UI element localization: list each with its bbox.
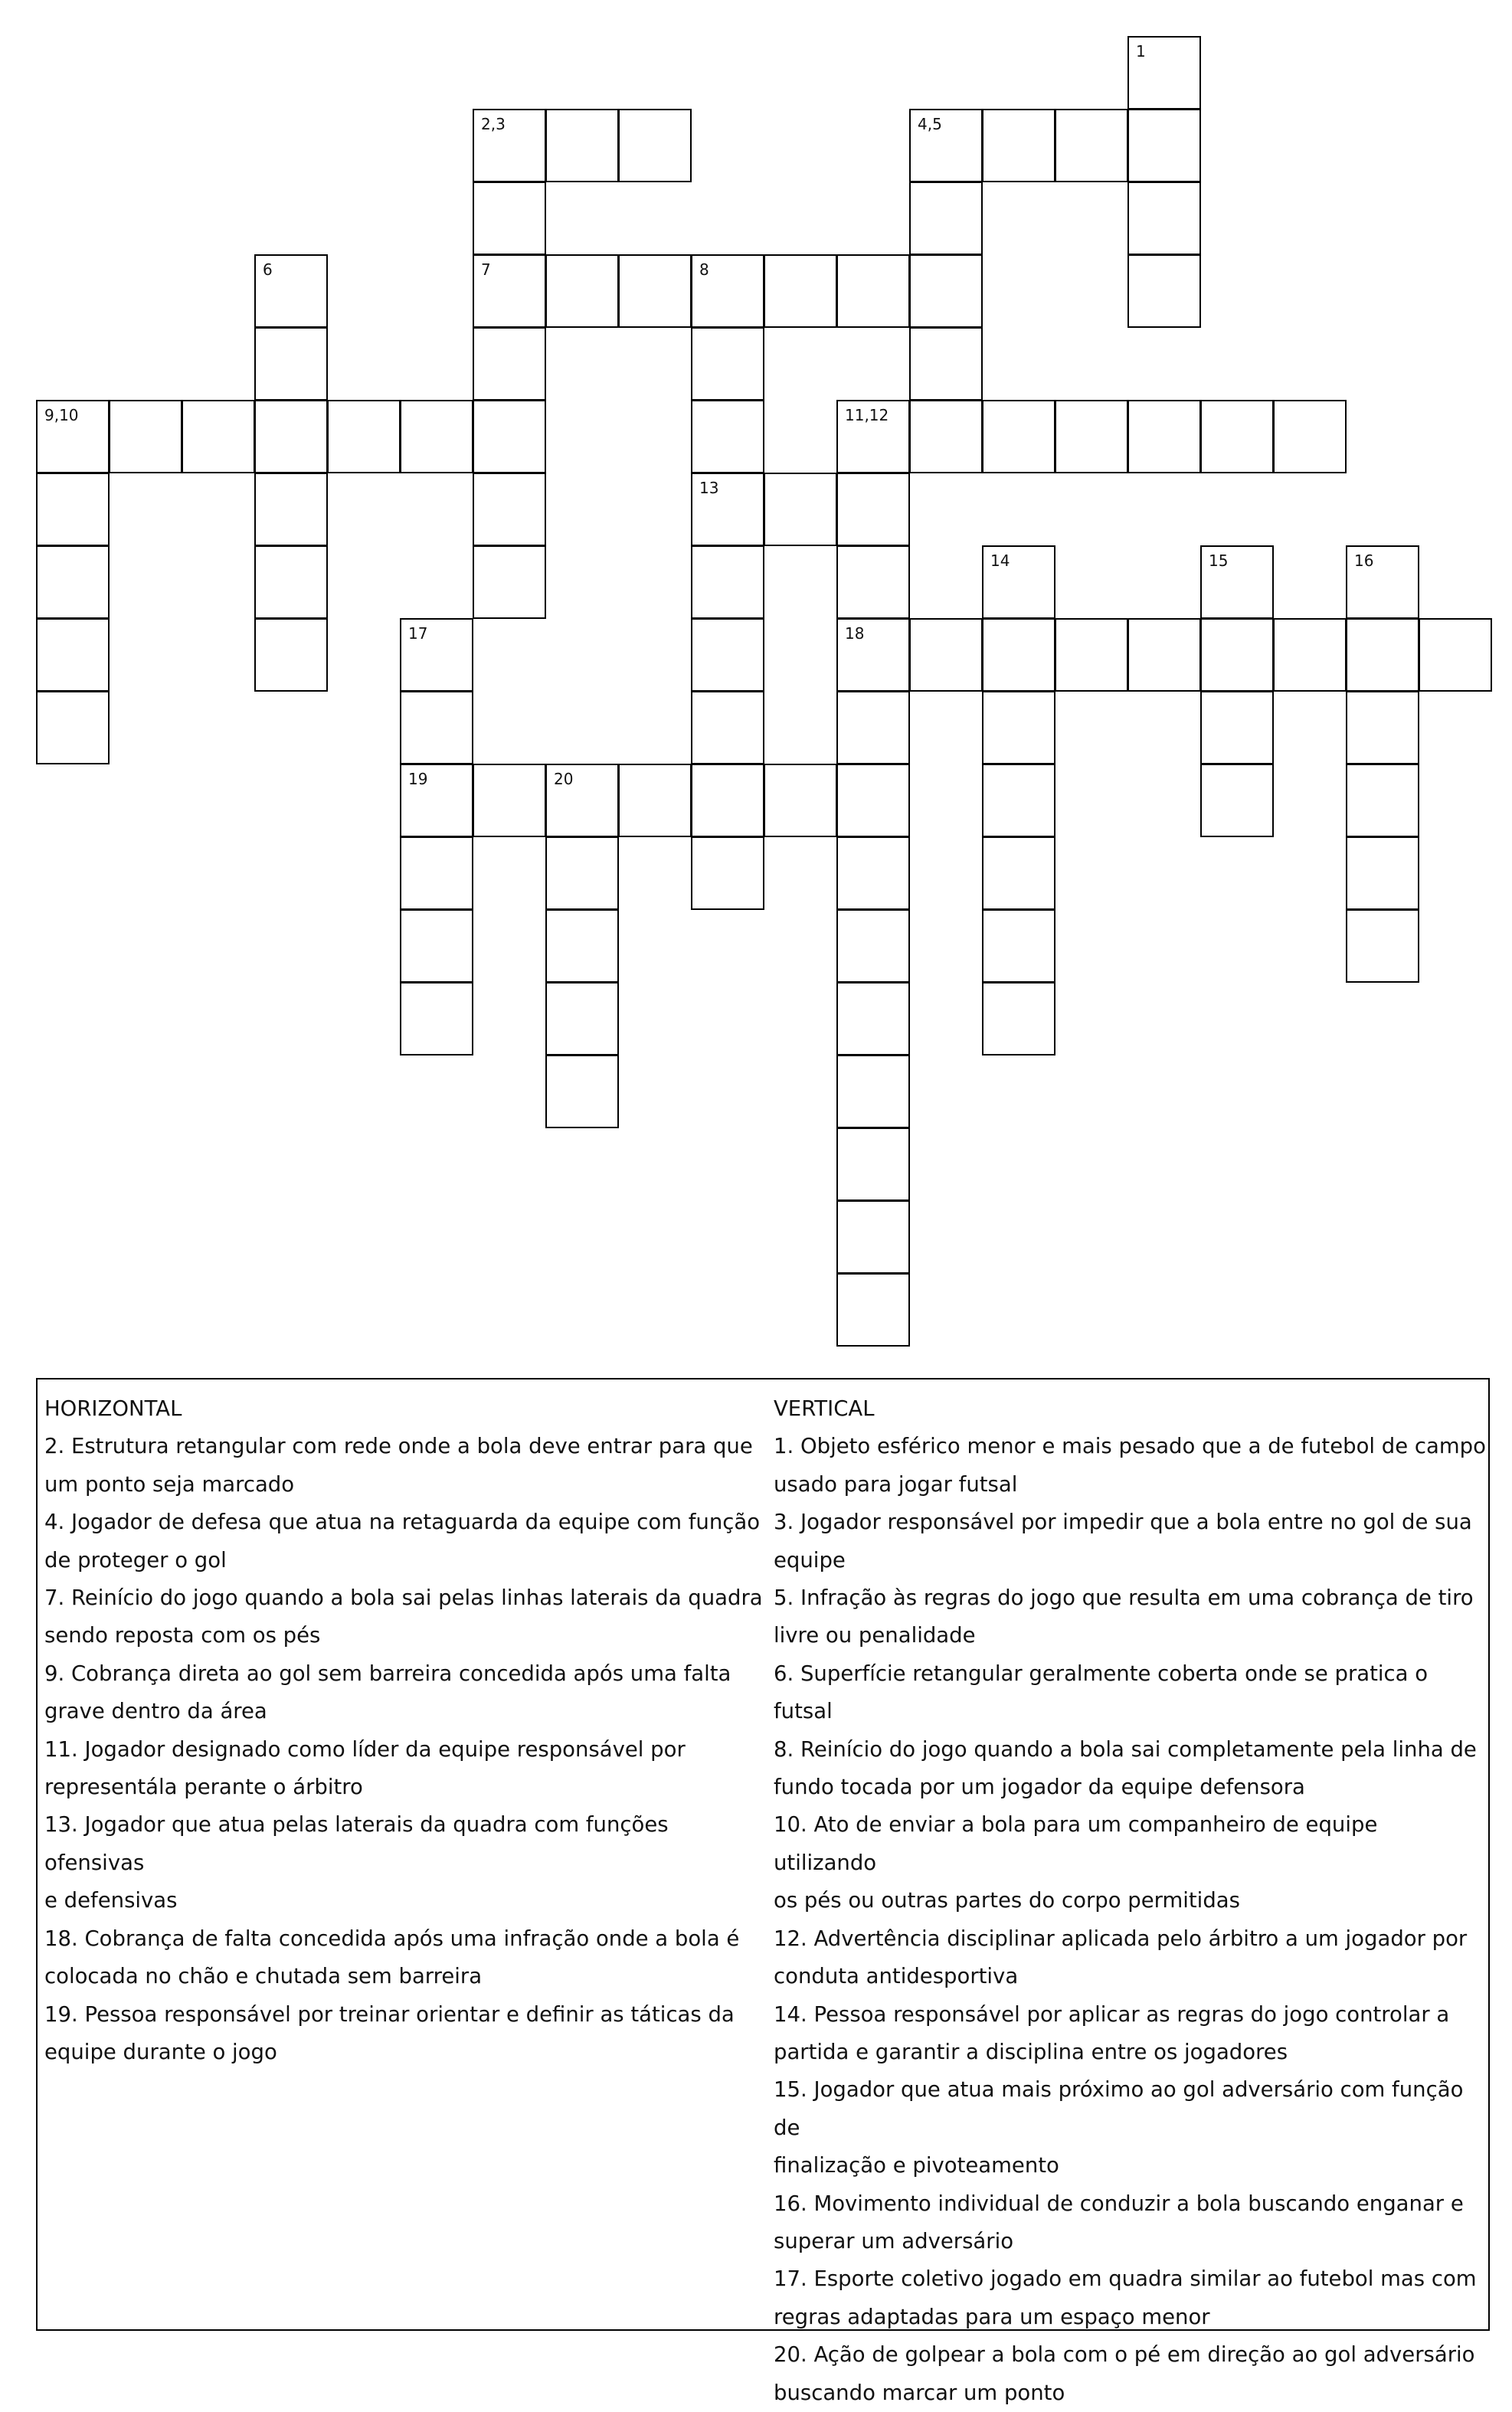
vertical-clue-line: 17. Esporte coletivo jogado em quadra similar ao futebol mas com xyxy=(774,2266,1477,2292)
vertical-clue-line: 14. Pessoa responsável por aplicar as regras do jogo controlar a xyxy=(774,2001,1450,2027)
grid-cell[interactable] xyxy=(982,909,1055,983)
grid-cell[interactable] xyxy=(545,1055,619,1128)
clue-number: 16 xyxy=(1354,551,1374,570)
vertical-clue-line: 8. Reinício do jogo quando a bola sai completamente pela linha de xyxy=(774,1736,1477,1762)
grid-cell[interactable] xyxy=(400,909,473,983)
grid-cell[interactable] xyxy=(254,400,328,473)
grid-cell[interactable] xyxy=(1346,618,1419,692)
grid-cell[interactable] xyxy=(982,836,1055,910)
grid-cell[interactable] xyxy=(36,691,110,764)
grid-cell[interactable] xyxy=(254,545,328,619)
grid-cell[interactable] xyxy=(909,182,983,255)
vertical-clue-line: 3. Jogador responsável por impedir que a bola entre no gol de sua xyxy=(774,1510,1472,1535)
vertical-heading: VERTICAL xyxy=(774,1396,875,1421)
grid-cell[interactable] xyxy=(909,618,983,692)
grid-cell[interactable] xyxy=(764,764,837,837)
grid-cell[interactable] xyxy=(909,327,983,401)
grid-cell[interactable] xyxy=(1127,109,1201,182)
grid-cell[interactable] xyxy=(1127,400,1201,473)
grid-cell[interactable] xyxy=(473,545,546,619)
grid-cell[interactable] xyxy=(1346,909,1419,983)
grid-cell[interactable] xyxy=(1346,545,1419,619)
clue-number: 7 xyxy=(481,260,491,279)
grid-cell[interactable] xyxy=(400,618,473,692)
grid-cell[interactable] xyxy=(545,836,619,910)
horizontal-clue-list xyxy=(44,1428,764,2071)
grid-cell[interactable] xyxy=(545,909,619,983)
grid-cell[interactable] xyxy=(545,254,619,328)
grid-cell[interactable] xyxy=(400,982,473,1055)
grid-cell[interactable] xyxy=(1346,836,1419,910)
vertical-clue-line: usado para jogar futsal xyxy=(774,1471,1018,1497)
vertical-clue-line: livre ou penalidade xyxy=(774,1623,976,1648)
grid-cell[interactable] xyxy=(982,109,1055,182)
vertical-clue-line: conduta antidesportiva xyxy=(774,1964,1019,1989)
clue-number: 15 xyxy=(1209,551,1229,570)
horizontal-clue-line: sendo reposta com os pés xyxy=(44,1623,321,1648)
grid-cell[interactable] xyxy=(400,764,473,837)
clue-number: 6 xyxy=(263,260,273,279)
vertical-clue-line: fundo tocada por um jogador da equipe defensora xyxy=(774,1775,1305,1800)
grid-cell[interactable] xyxy=(764,254,837,328)
grid-cell[interactable] xyxy=(836,254,910,328)
horizontal-clue-line: 11. Jogador designado como líder da equipe responsável por xyxy=(44,1736,686,1762)
vertical-clue-line: 1. Objeto esférico menor e mais pesado que a de futebol de campo xyxy=(774,1434,1486,1459)
grid-cell[interactable] xyxy=(1055,400,1128,473)
grid-cell[interactable] xyxy=(1127,254,1201,328)
grid-cell[interactable] xyxy=(691,764,764,837)
grid-cell[interactable] xyxy=(836,764,910,837)
grid-cell[interactable] xyxy=(254,327,328,401)
grid-cell[interactable] xyxy=(691,618,764,692)
grid-cell[interactable] xyxy=(1346,691,1419,764)
vertical-clue-line: 15. Jogador que atua mais próximo ao gol adversário com função de xyxy=(774,2077,1464,2140)
horizontal-clue-line: um ponto seja marcado xyxy=(44,1471,295,1497)
grid-cell[interactable] xyxy=(691,327,764,401)
grid-cell[interactable] xyxy=(400,691,473,764)
grid-cell[interactable] xyxy=(836,1127,910,1201)
grid-cell[interactable] xyxy=(764,473,837,546)
grid-cell[interactable] xyxy=(1200,400,1274,473)
vertical-clue-line: finalização e pivoteamento xyxy=(774,2153,1059,2178)
grid-cell[interactable] xyxy=(691,836,764,910)
grid-cell[interactable] xyxy=(1200,691,1274,764)
grid-cell[interactable] xyxy=(473,400,546,473)
vertical-clue-line: regras adaptadas para um espaço menor xyxy=(774,2304,1210,2329)
horizontal-clue-line: colocada no chão e chutada sem barreira xyxy=(44,1964,483,1989)
horizontal-heading: HORIZONTAL xyxy=(44,1396,182,1421)
grid-cell[interactable] xyxy=(618,109,692,182)
vertical-clue-line: 20. Ação de golpear a bola com o pé em direção ao gol adversário xyxy=(774,2342,1475,2368)
vertical-clue-line: os pés ou outras partes do corpo permitidas xyxy=(774,1888,1240,1913)
grid-cell[interactable] xyxy=(909,254,983,328)
horizontal-clue-line: 4. Jogador de defesa que atua na retaguarda da equipe com função xyxy=(44,1510,761,1535)
vertical-clue-line: equipe xyxy=(774,1547,846,1573)
grid-cell[interactable] xyxy=(1200,764,1274,837)
grid-cell[interactable] xyxy=(691,254,764,328)
grid-cell[interactable] xyxy=(473,327,546,401)
horizontal-clue-line: de proteger o gol xyxy=(44,1547,227,1573)
vertical-clue-line: 12. Advertência disciplinar aplicada pelo árbitro a um jogador por xyxy=(774,1926,1468,1951)
vertical-clues xyxy=(774,1390,1486,2412)
grid-cell[interactable] xyxy=(982,764,1055,837)
vertical-clue-line: 10. Ato de enviar a bola para um companheiro de equipe utilizando xyxy=(774,1812,1378,1875)
horizontal-clue-line: 9. Cobrança direta ao gol sem barreira concedida após uma falta xyxy=(44,1661,731,1686)
vertical-clue-line: superar um adversário xyxy=(774,2228,1014,2253)
grid-cell[interactable] xyxy=(1055,109,1128,182)
vertical-clue-line: 16. Movimento individual de conduzir a bola buscando enganar e xyxy=(774,2191,1464,2216)
grid-cell[interactable] xyxy=(473,254,546,328)
grid-cell[interactable] xyxy=(836,1055,910,1128)
grid-cell[interactable] xyxy=(836,909,910,983)
grid-cell[interactable] xyxy=(473,109,546,182)
horizontal-clue-line: 18. Cobrança de falta concedida após uma infração onde a bola é xyxy=(44,1926,740,1951)
grid-cell[interactable] xyxy=(836,473,910,546)
clue-number: 9,10 xyxy=(44,406,79,424)
grid-cell[interactable] xyxy=(982,982,1055,1055)
grid-cell[interactable] xyxy=(909,109,983,182)
grid-cell[interactable] xyxy=(254,618,328,692)
clue-number: 11,12 xyxy=(845,406,889,424)
grid-cell[interactable] xyxy=(400,836,473,910)
horizontal-clue-line: grave dentro da área xyxy=(44,1699,267,1724)
clue-number: 17 xyxy=(408,624,428,643)
grid-cell[interactable] xyxy=(836,1200,910,1274)
grid-cell[interactable] xyxy=(1127,182,1201,255)
vertical-clue-line: 5. Infração às regras do jogo que resulta em uma cobrança de tiro xyxy=(774,1586,1474,1611)
grid-cell[interactable] xyxy=(982,400,1055,473)
grid-cell[interactable] xyxy=(1346,764,1419,837)
grid-cell[interactable] xyxy=(36,473,110,546)
vertical-clue-line: buscando marcar um ponto xyxy=(774,2380,1065,2405)
horizontal-clue-line: e defensivas xyxy=(44,1888,178,1913)
vertical-clue-line: 6. Superfície retangular geralmente coberta onde se pratica o futsal xyxy=(774,1661,1429,1724)
horizontal-clue-line: representála perante o árbitro xyxy=(44,1775,363,1800)
clue-number: 13 xyxy=(699,479,719,497)
horizontal-clue-line: 13. Jogador que atua pelas laterais da quadra com funções ofensivas xyxy=(44,1812,669,1875)
grid-cell[interactable] xyxy=(1273,618,1347,692)
horizontal-clue-line: 7. Reinício do jogo quando a bola sai pelas linhas laterais da quadra xyxy=(44,1586,763,1611)
grid-cell[interactable] xyxy=(836,982,910,1055)
grid-cell[interactable] xyxy=(618,764,692,837)
grid-cell[interactable] xyxy=(1200,545,1274,619)
grid-cell[interactable] xyxy=(836,1273,910,1347)
grid-cell[interactable] xyxy=(400,400,473,473)
grid-cell[interactable] xyxy=(109,400,182,473)
grid-cell[interactable] xyxy=(982,618,1055,692)
grid-cell[interactable] xyxy=(1055,618,1128,692)
clue-number: 14 xyxy=(990,551,1010,570)
grid-cell[interactable] xyxy=(691,400,764,473)
grid-cell[interactable] xyxy=(473,182,546,255)
grid-cell[interactable] xyxy=(182,400,255,473)
grid-cell[interactable] xyxy=(836,400,910,473)
clue-number: 20 xyxy=(554,770,574,788)
grid-cell[interactable] xyxy=(473,473,546,546)
clue-number: 19 xyxy=(408,770,428,788)
horizontal-clue-line: equipe durante o jogo xyxy=(44,2039,277,2064)
grid-cell[interactable] xyxy=(36,545,110,619)
grid-cell[interactable] xyxy=(836,691,910,764)
grid-cell[interactable] xyxy=(327,400,401,473)
grid-cell[interactable] xyxy=(254,254,328,328)
grid-cell[interactable] xyxy=(254,473,328,546)
grid-cell[interactable] xyxy=(836,618,910,692)
grid-cell[interactable] xyxy=(36,618,110,692)
vertical-clue-line: partida e garantir a disciplina entre os jogadores xyxy=(774,2039,1288,2064)
grid-cell[interactable] xyxy=(836,836,910,910)
grid-cell[interactable] xyxy=(545,764,619,837)
grid-cell[interactable] xyxy=(1127,618,1201,692)
grid-cell[interactable] xyxy=(36,400,110,473)
clue-number: 2,3 xyxy=(481,115,506,133)
clue-number: 4,5 xyxy=(918,115,942,133)
grid-cell[interactable] xyxy=(1127,36,1201,110)
grid-cell[interactable] xyxy=(473,764,546,837)
grid-cell[interactable] xyxy=(836,545,910,619)
horizontal-clue-line: 19. Pessoa responsável por treinar orientar e definir as táticas da xyxy=(44,2001,735,2027)
grid-cell[interactable] xyxy=(691,545,764,619)
grid-cell[interactable] xyxy=(1200,618,1274,692)
clue-number: 8 xyxy=(699,260,709,279)
vertical-clue-list xyxy=(774,1428,1486,2412)
grid-cell[interactable] xyxy=(618,254,692,328)
grid-cell[interactable] xyxy=(691,691,764,764)
clue-number: 18 xyxy=(845,624,865,643)
clue-number: 1 xyxy=(1136,42,1146,61)
grid-cell[interactable] xyxy=(545,982,619,1055)
horizontal-clue-line: 2. Estrutura retangular com rede onde a bola deve entrar para que xyxy=(44,1434,753,1459)
grid-cell[interactable] xyxy=(545,109,619,182)
grid-cell[interactable] xyxy=(1273,400,1347,473)
grid-cell[interactable] xyxy=(982,691,1055,764)
grid-cell[interactable] xyxy=(1419,618,1492,692)
grid-cell[interactable] xyxy=(909,400,983,473)
clues-box xyxy=(36,1378,1490,2405)
horizontal-clues xyxy=(44,1390,764,2071)
grid-cell[interactable] xyxy=(982,545,1055,619)
grid-cell[interactable] xyxy=(691,473,764,546)
